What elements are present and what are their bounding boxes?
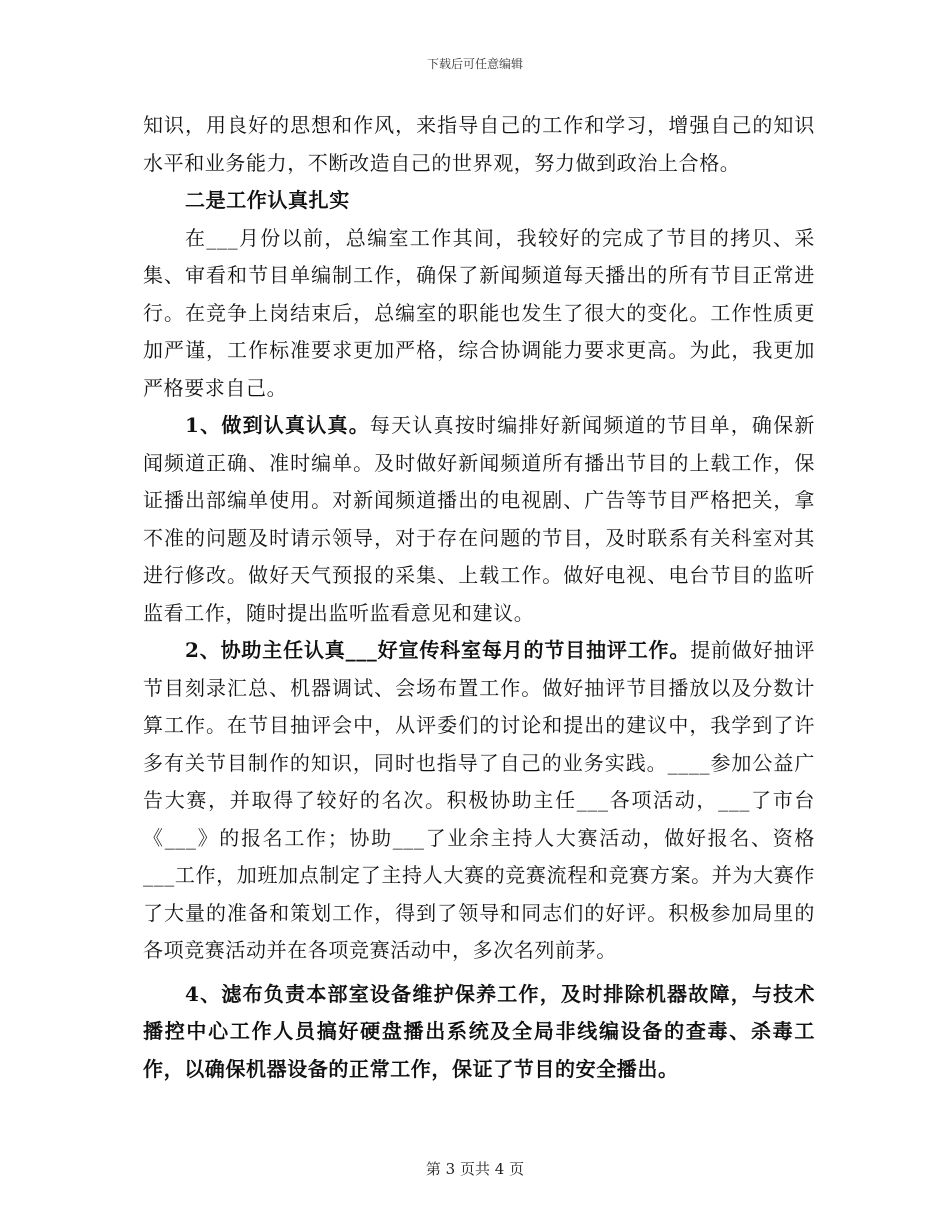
paragraph-continuation: 知识，用良好的思想和作风，来指导自己的工作和学习，增强自己的知识水平和业务能力，不断改造自己的世界观，努力做到政治上合格。 <box>143 113 815 175</box>
page-header: 下载后可任意编辑 <box>426 57 523 71</box>
document-body <box>143 107 815 1088</box>
page-number: 第 3 页共 4 页 <box>425 1160 525 1178</box>
item-2-lead: 2、协助主任认真___好宣传科室每月的节目抽评工作。 <box>185 638 691 662</box>
paragraph-item-1 <box>143 407 815 632</box>
item-1-body: 每天认真按时编排好新闻频道的节目单，确保新闻频道正确、准时编单。及时做好新闻频道所有播出节目的上载工作，保证播出部编单使用。对新闻频道播出的电视剧、广告等节目严格把关，拿不准的问题及时请示领导，对于存在问题的节目，及时联系有关科室对其进行修改。做好天气预报的采集、上载工作。做好电视、电台节目的监听监看工作，随时提出监听监看意见和建议。 <box>143 413 815 625</box>
paragraph-general-work: 在___月份以前，总编室工作其间，我较好的完成了节目的拷贝、采集、审看和节目单编制工作，确保了新闻频道每天播出的所有节目正常进行。在竞争上岗结束后，总编室的职能也发生了很大的变化。工作性质更加严谨，工作标准要求更加严格，综合协调能力要求更高。为此，我更加严格要求自己。 <box>143 225 815 400</box>
item-1-lead: 1、做到认真认真。 <box>185 413 370 437</box>
paragraph-item-4: 4、滤布负责本部室设备维护保养工作，及时排除机器故障，与技术播控中心工作人员搞好硬盘播出系统及全局非线编设备的查毒、杀毒工作，以确保机器设备的正常工作，保证了节目的安全播出。 <box>143 981 815 1081</box>
paragraph-item-2 <box>143 632 815 970</box>
item-2-body: 提前做好抽评节目刻录汇总、机器调试、会场布置工作。做好抽评节目播放以及分数计算工作。在节目抽评会中，从评委们的讨论和提出的建议中，我学到了许多有关节目制作的知识，同时也指导了自己的业务实践。____参加公益广告大赛，并取得了较好的名次。积极协助主任___各项活动，___了市台《___》的报名工作；协助___了业余主持人大赛活动，做好报名、资格___工作，加班加点制定了主持人大赛的竞赛流程和竞赛方案。并为大赛作了大量的准备和策划工作，得到了领导和同志们的好评。积极参加局里的各项竞赛活动并在各项竞赛活动中，多次名列前茅。 <box>143 638 816 962</box>
section-heading: 二是工作认真扎实 <box>185 188 350 212</box>
